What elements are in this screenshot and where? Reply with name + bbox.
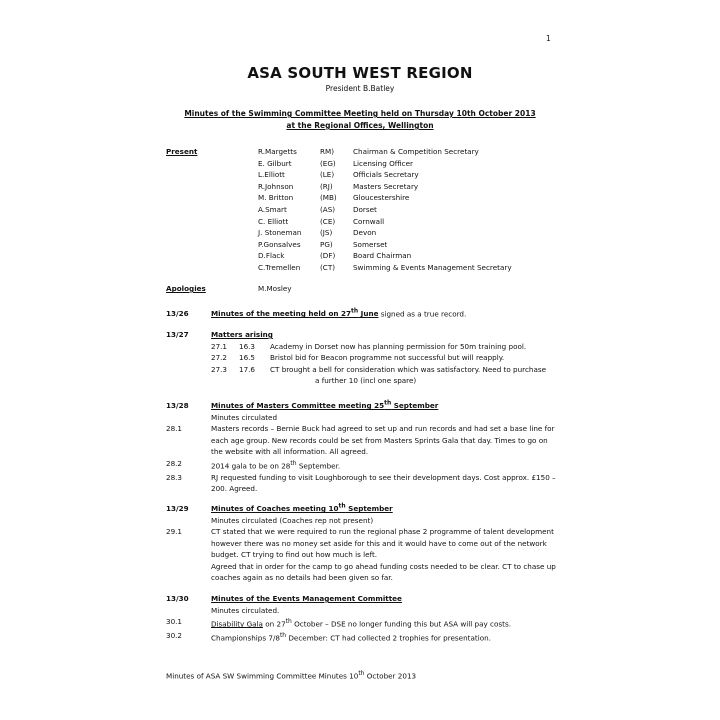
attendee-row [258, 158, 512, 170]
attendee-role: Licensing Officer [353, 158, 414, 168]
section-13-28 [166, 398, 556, 495]
attendee-name: J. Stoneman [258, 228, 302, 238]
attendee-row [258, 216, 512, 228]
present-label: Present [166, 147, 198, 156]
section-title: Minutes of Coaches meeting 10th September [211, 503, 393, 514]
attendee-name: D.Flack [258, 251, 285, 261]
attendee-name: P.Gonsalves [258, 239, 301, 249]
attendee-name: R.Margetts [258, 147, 297, 156]
list-item [166, 472, 556, 495]
attendee-list [258, 146, 512, 274]
section-title: Minutes of the Events Management Committee [211, 594, 402, 603]
minutes-circulated: Minutes circulated (Coaches rep not present) [211, 515, 374, 525]
section-heading [166, 593, 556, 605]
attendee-initials: (AS) [320, 204, 336, 214]
attendee-initials: (RJ) [320, 181, 333, 191]
attendee-role: Devon [353, 228, 377, 238]
attendee-row [258, 146, 512, 158]
section-13-27 [166, 329, 556, 387]
item-text: Academy in Dorset now has planning permission for 50m training pool. [270, 341, 527, 351]
item-number: 28.1 [166, 424, 183, 434]
item-text: Masters records – Bernie Buck had agreed to set up and run records and had set a base line for each age group. New records could be set from Masters Sprints Gala that day. Times to go on the website with all information. All agreed. [211, 424, 555, 457]
section-number: 13/26 [166, 309, 189, 319]
meeting-heading [0, 108, 720, 132]
section-number: 13/29 [166, 504, 189, 514]
attendee-name: C. Elliott [258, 216, 289, 226]
item-ref: 17.6 [239, 364, 256, 374]
attendee-name: R.Johnson [258, 181, 294, 191]
section-heading [166, 398, 556, 412]
meeting-heading-line-2: at the Regional Offices, Wellington [286, 121, 434, 130]
item-continuation: a further 10 (incl one spare) [315, 376, 417, 385]
item-number: 28.2 [166, 458, 183, 468]
item-number: 27.3 [211, 364, 228, 374]
attendee-row [258, 192, 512, 204]
page-footer: Minutes of ASA SW Swimming Committee Minutes 10th October 2013 [166, 670, 417, 681]
list-item [166, 616, 556, 630]
apologies-names: M.Mosley [258, 284, 292, 293]
attendee-initials: (DF) [320, 251, 336, 261]
item-number: 30.2 [166, 630, 183, 640]
item-text: Bristol bid for Beacon programme not successful but will reapply. [270, 353, 505, 362]
section-title: Minutes of the meeting held on 27th June [211, 308, 379, 319]
attendee-role: Board Chairman [353, 251, 412, 261]
president-line: President B.Batley [325, 84, 395, 93]
item-number: 28.3 [166, 472, 183, 482]
section-number: 13/28 [166, 401, 189, 411]
section-13-26 [166, 306, 556, 320]
item-text: CT stated that we were required to run the regional phase 2 programme of talent development however there was no money set aside for this and it would have to come out of the network budget. CT trying to find out how much is left. Agreed that in order for the camp to go ahead funding costs needed to be clear. CT to chase up coaches again as no details had been given so far. [211, 527, 556, 583]
attendee-role: Cornwall [353, 216, 385, 226]
list-item [166, 352, 556, 364]
attendee-role: Dorset [353, 204, 377, 214]
item-number: 27.2 [211, 353, 228, 362]
attendee-initials: PG) [320, 239, 333, 249]
list-item [166, 458, 556, 472]
attendee-row [258, 262, 512, 274]
section-heading [166, 329, 556, 341]
item-text: Championships 7/8th December: CT had collected 2 trophies for presentation. [211, 631, 491, 643]
item-ref: 16.5 [239, 353, 256, 362]
section-heading [166, 501, 556, 515]
attendee-initials: (EG) [320, 158, 336, 168]
attendee-role: Masters Secretary [353, 181, 419, 191]
item-text: RJ requested funding to visit Loughborough to see their development days. Cost approx. £150 – 200. Agreed. [211, 472, 556, 494]
list-item [166, 423, 556, 458]
minutes-circulated: Minutes circulated [211, 412, 278, 422]
attendee-initials: (CT) [320, 262, 336, 272]
item-text: CT brought a bell for consideration which was satisfactory. Need to purchase [270, 364, 547, 374]
attendee-row [258, 250, 512, 262]
page-number: 1 [546, 34, 551, 43]
attendee-name: A.Smart [258, 204, 287, 214]
attendee-initials: (LE) [320, 170, 335, 180]
section-title: Matters arising [211, 330, 273, 339]
item-ref: 16.3 [239, 341, 256, 351]
attendee-row [258, 239, 512, 251]
attendee-name: M. Britton [258, 193, 294, 203]
attendee-row [258, 227, 512, 239]
list-item [166, 526, 556, 584]
item-text: Disability Gala on 27th October – DSE no longer funding this but ASA will pay costs. [211, 618, 511, 629]
section-title: Minutes of Masters Committee meeting 25th September [211, 400, 439, 411]
section-13-29 [166, 501, 556, 584]
attendee-row [258, 204, 512, 216]
item-number: 29.1 [166, 527, 183, 537]
attendee-role: Gloucestershire [353, 193, 410, 203]
attendee-initials: RM) [320, 147, 334, 156]
list-item [166, 364, 556, 376]
section-number: 13/27 [166, 330, 189, 339]
list-item [166, 630, 556, 644]
attendee-initials: (CE) [320, 216, 336, 226]
meeting-heading-line-1: Minutes of the Swimming Committee Meeting held on Thursday 10th October 2013 [184, 109, 536, 118]
attendee-role: Officials Secretary [353, 170, 419, 180]
attendee-name: E. Gilburt [258, 158, 292, 168]
item-number: 30.1 [166, 617, 183, 626]
item-text: 2014 gala to be on 28th September. [211, 459, 341, 471]
section-13-30 [166, 593, 556, 644]
attendee-row [258, 181, 512, 193]
list-item [166, 341, 556, 353]
attendee-role: Chairman & Competition Secretary [353, 147, 479, 156]
attendee-name: C.Tremellen [258, 262, 301, 272]
document-title: ASA SOUTH WEST REGION [247, 64, 473, 82]
attendee-initials: (MB) [320, 193, 337, 203]
section-note: signed as a true record. [378, 309, 467, 319]
attendee-row [258, 169, 512, 181]
attendee-initials: (JS) [320, 228, 333, 238]
attendee-role: Somerset [353, 239, 388, 249]
section-heading [166, 306, 556, 320]
attendee-name: L.Elliott [258, 170, 285, 180]
apologies-label: Apologies [166, 284, 206, 293]
attendee-role: Swimming & Events Management Secretary [353, 262, 512, 272]
minutes-circulated: Minutes circulated. [211, 605, 280, 615]
section-number: 13/30 [166, 594, 189, 603]
item-number: 27.1 [211, 341, 228, 351]
